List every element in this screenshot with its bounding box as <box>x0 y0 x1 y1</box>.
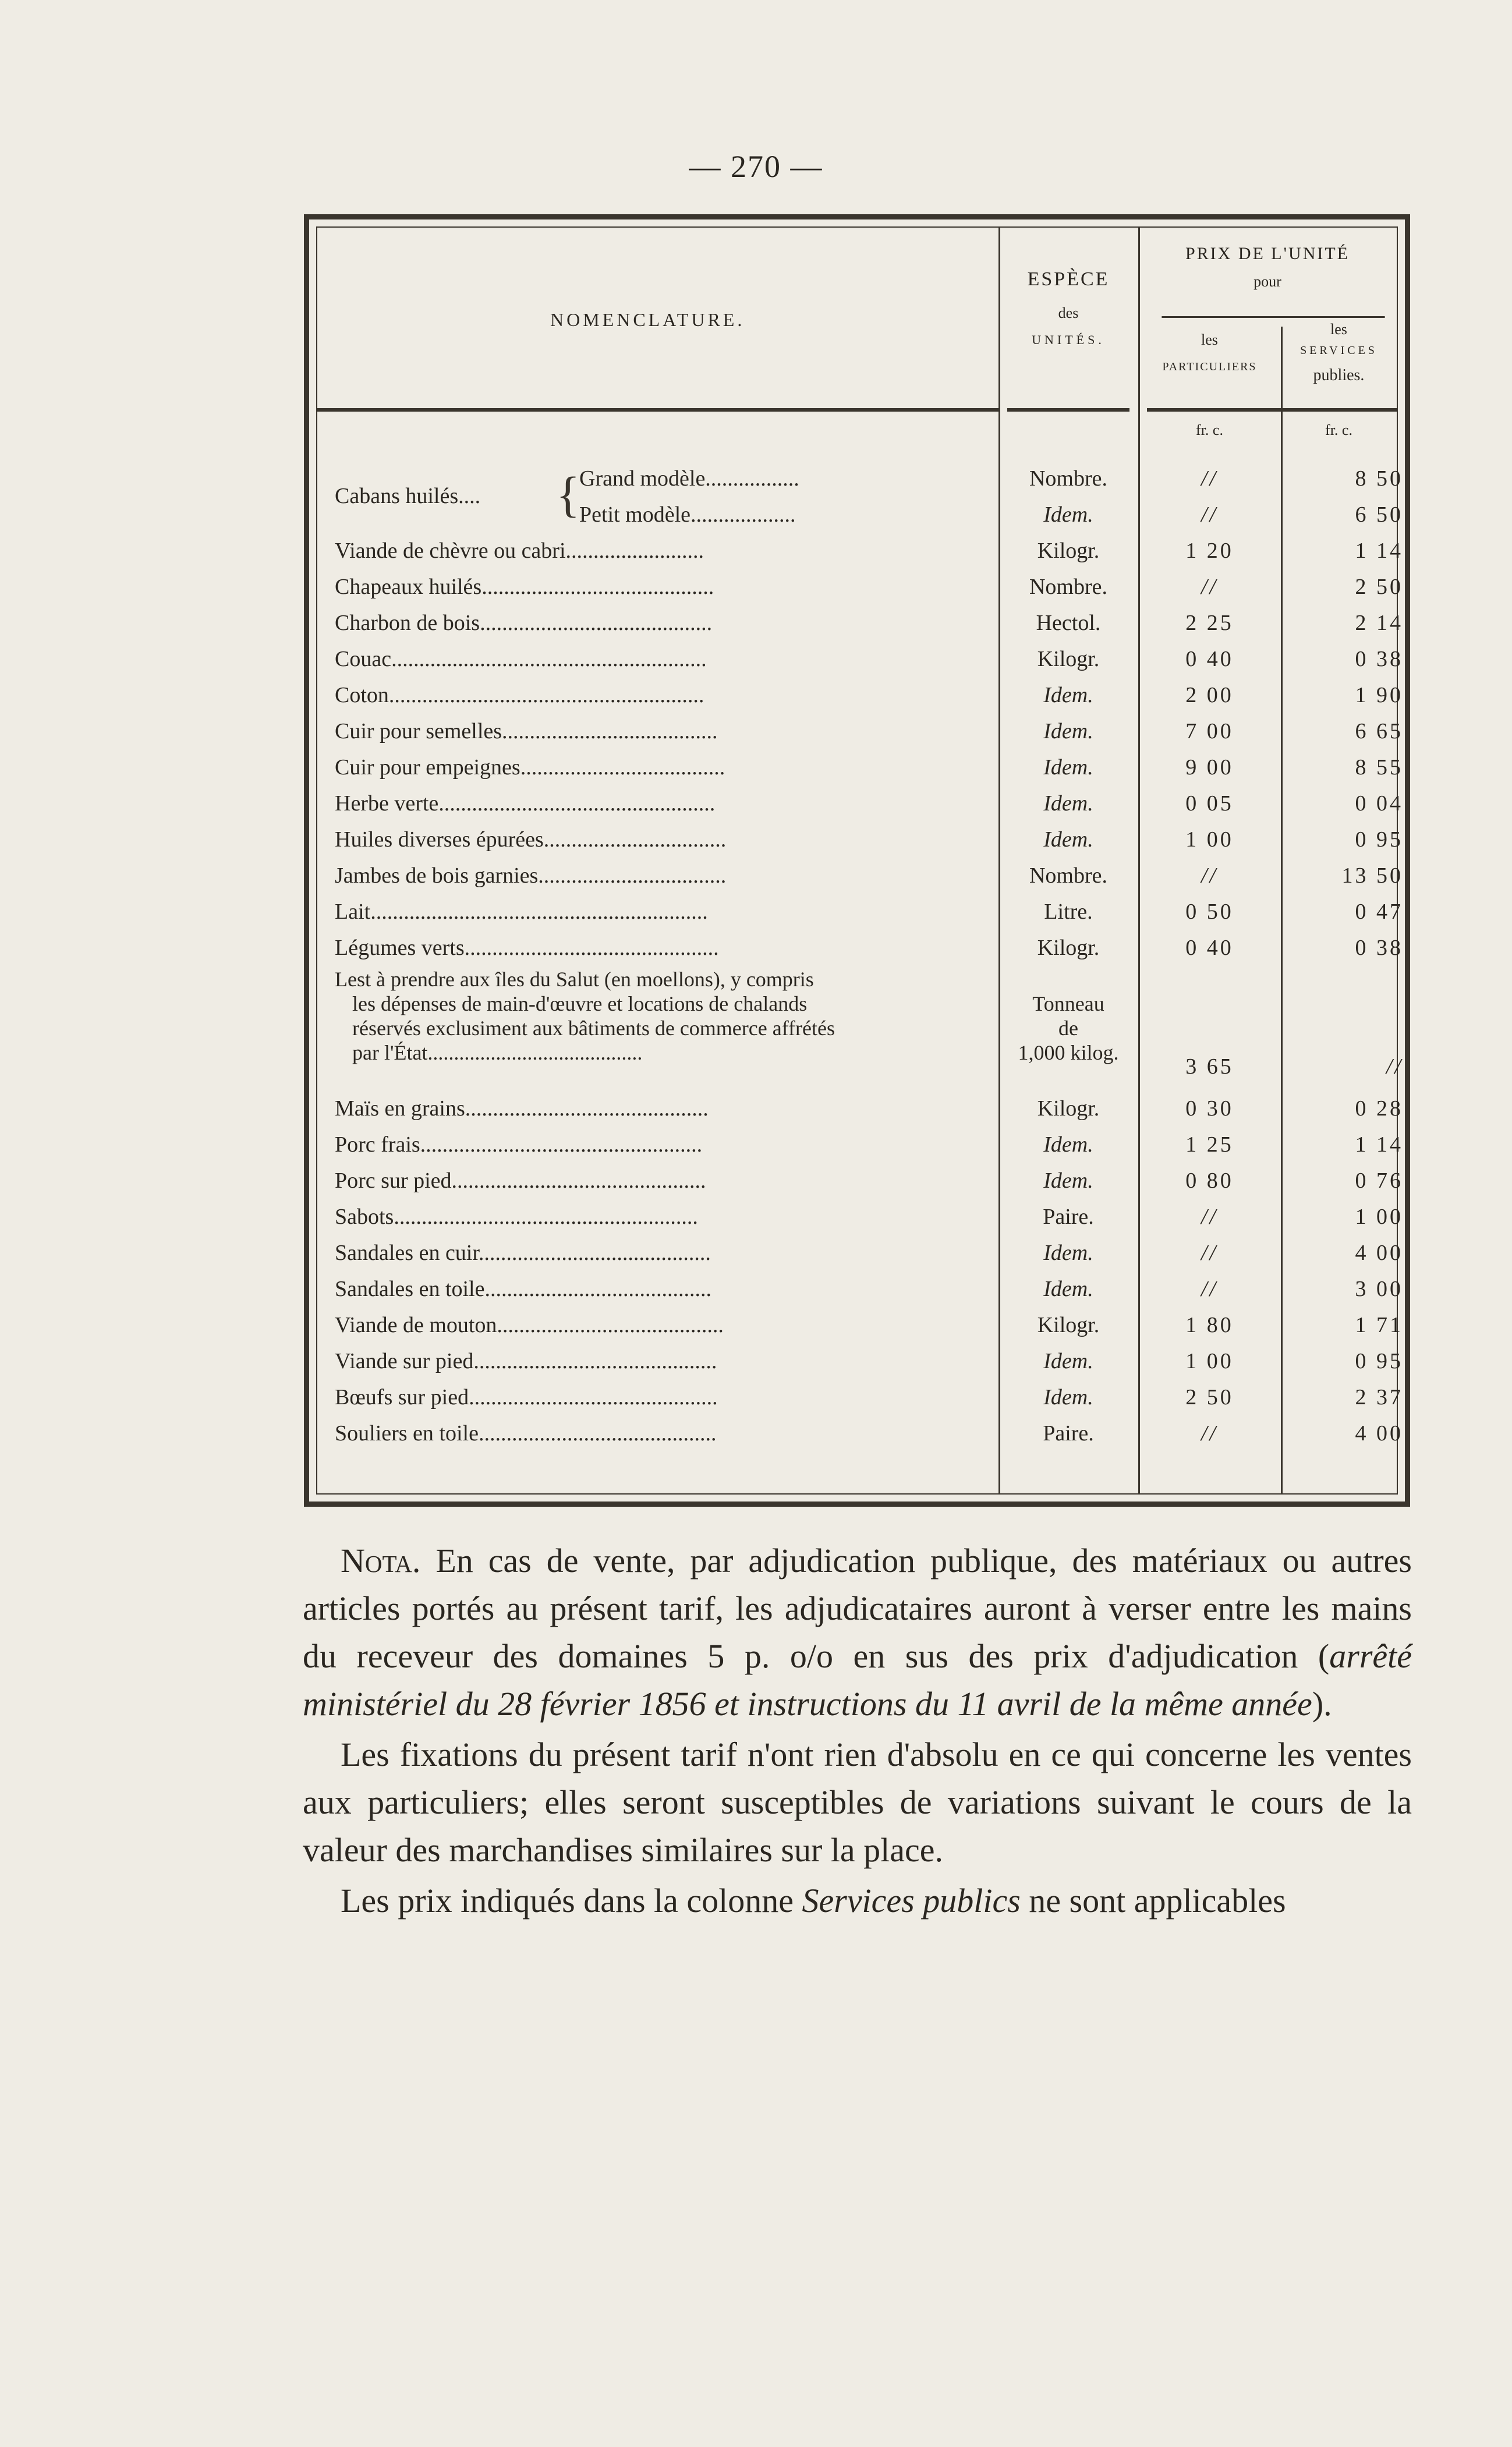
row-name: Petit modèle................... <box>579 502 796 527</box>
header-les-particuliers: les <box>1201 331 1218 348</box>
row-particuliers: // <box>1201 1421 1219 1446</box>
row-particuliers: // <box>1201 1277 1219 1301</box>
row-espece: Kilogr. <box>1037 1313 1100 1337</box>
row-name: Cuir pour semelles....................................... <box>335 719 718 743</box>
row-espece: Paire. <box>1043 1205 1094 1229</box>
row-espece: Idem. <box>1043 1349 1093 1373</box>
row-services: 0 76 <box>1355 1168 1403 1193</box>
row-services: // <box>1386 1054 1403 1079</box>
row-services: 6 50 <box>1355 502 1403 527</box>
row-name: Chapeaux huilés.......................................... <box>335 575 714 599</box>
page-number: — 270 — <box>689 149 823 184</box>
table-row <box>317 894 1403 930</box>
row-services: 4 00 <box>1355 1241 1403 1265</box>
row-services: 8 50 <box>1355 466 1403 491</box>
row-name: Lait............................................................. <box>335 900 708 924</box>
table-row <box>317 930 1403 966</box>
unit-label-particuliers: fr. c. <box>1196 422 1223 438</box>
lest-line-4: par l'État......................................... <box>352 1041 643 1064</box>
row-particuliers: 0 30 <box>1185 1096 1234 1121</box>
note-paragraph-1 <box>303 1537 1412 1728</box>
brace: { <box>556 466 580 522</box>
row-espece: Idem. <box>1043 791 1093 816</box>
lest-espece-2: de <box>1058 1017 1078 1040</box>
row-particuliers: 0 80 <box>1185 1168 1234 1193</box>
row-espece: Idem. <box>1043 1132 1093 1157</box>
row-particuliers: 1 20 <box>1185 539 1234 563</box>
row-particuliers: 2 00 <box>1185 683 1234 707</box>
lest-line-2: les dépenses de main-d'œuvre et locations de chalands <box>352 992 808 1015</box>
row-name: Porc frais................................................... <box>335 1132 703 1157</box>
row-particuliers: // <box>1201 863 1219 888</box>
table-row <box>317 1271 1403 1307</box>
row-name: Sandales en toile......................................... <box>335 1277 711 1301</box>
row-espece: Litre. <box>1044 900 1093 924</box>
row-services: 0 95 <box>1355 827 1403 852</box>
row-services: 0 28 <box>1355 1096 1403 1121</box>
row-services: 1 71 <box>1355 1313 1403 1337</box>
table-row <box>317 1343 1403 1379</box>
row-particuliers: 3 65 <box>1185 1054 1234 1079</box>
row-services: 1 14 <box>1355 539 1403 563</box>
row-services: 4 00 <box>1355 1421 1403 1446</box>
row-particuliers: // <box>1201 1241 1219 1265</box>
table-row <box>317 569 1403 605</box>
row-services: 0 95 <box>1355 1349 1403 1373</box>
row-services: 1 00 <box>1355 1205 1403 1229</box>
header-espece: ESPÈCE <box>1027 268 1110 290</box>
table-row-lest <box>317 967 1403 1089</box>
table-row <box>317 533 1403 569</box>
row-services: 0 47 <box>1355 900 1403 924</box>
row-espece: Idem. <box>1043 755 1093 780</box>
row-name <box>335 967 990 1065</box>
row-espece: Kilogr. <box>1037 936 1100 960</box>
row-name: Huiles diverses épurées................................. <box>335 827 727 852</box>
row-services: 6 65 <box>1355 719 1403 743</box>
table-row <box>317 785 1403 821</box>
header-publies: publies. <box>1313 366 1365 384</box>
table-row <box>317 1127 1403 1163</box>
row-name: Cuir pour empeignes..................................... <box>335 755 725 780</box>
header-les-services: les <box>1330 321 1347 338</box>
row-espece: Hectol. <box>1036 611 1101 635</box>
row-services: 1 90 <box>1355 683 1403 707</box>
row-espece: Paire. <box>1043 1421 1094 1446</box>
row-particuliers: // <box>1201 502 1219 527</box>
table-row <box>317 1199 1403 1235</box>
row-espece: Nombre. <box>1029 466 1108 491</box>
row-particuliers: 9 00 <box>1185 755 1234 780</box>
row-espece: Kilogr. <box>1037 1096 1100 1121</box>
row-name: Grand modèle................. <box>579 466 799 491</box>
tariff-table <box>304 214 1410 1507</box>
row-name: Viande sur pied............................................ <box>335 1349 717 1373</box>
header-particuliers: PARTICULIERS <box>1162 360 1257 373</box>
row-services: 3 00 <box>1355 1277 1403 1301</box>
row-espece: Idem. <box>1043 683 1093 707</box>
header-prix: PRIX DE L'UNITÉ <box>1185 244 1350 263</box>
table-row <box>317 749 1403 785</box>
table-row <box>317 821 1403 858</box>
table-row <box>317 1307 1403 1343</box>
table-row <box>317 1379 1403 1415</box>
row-name: Couac......................................................... <box>335 647 707 671</box>
table-row <box>317 1090 1403 1127</box>
row-particuliers: 7 00 <box>1185 719 1234 743</box>
row-espece <box>998 991 1138 1065</box>
row-name: Légumes verts.............................................. <box>335 936 719 960</box>
row-services: 0 04 <box>1355 791 1403 816</box>
row-particuliers: // <box>1201 1205 1219 1229</box>
lest-line-1: Lest à prendre aux îles du Salut (en moellons), y compris <box>335 968 814 991</box>
row-name: Bœufs sur pied............................................. <box>335 1385 718 1410</box>
row-particuliers: // <box>1201 575 1219 599</box>
row-services: 2 37 <box>1355 1385 1403 1410</box>
row-name: Viande de mouton......................................... <box>335 1313 724 1337</box>
table-row <box>317 1235 1403 1271</box>
row-name: Sabots....................................................... <box>335 1205 698 1229</box>
row-name: Porc sur pied.............................................. <box>335 1168 706 1193</box>
row-services: 1 14 <box>1355 1132 1403 1157</box>
row-espece: Nombre. <box>1029 575 1108 599</box>
note-paragraph-2: Les fixations du présent tarif n'ont rien d'absolu en ce qui concerne les ventes aux particuliers; elles seront susceptibles de variations suivant le cours de la valeur des marchandises similaires sur la place. <box>303 1736 1412 1869</box>
row-espece: Kilogr. <box>1037 539 1100 563</box>
header-rule <box>1147 408 1397 412</box>
header-unites: UNITÉS. <box>1032 332 1105 347</box>
row-services: 0 38 <box>1355 936 1403 960</box>
note-paragraph-3 <box>303 1877 1412 1925</box>
note-p3-c: ne sont applicables <box>1020 1882 1286 1920</box>
row-name: Souliers en toile........................................... <box>335 1421 717 1446</box>
row-espece: Idem. <box>1043 1385 1093 1410</box>
note-text-a: En cas de vente, par adjudication publique, des matériaux ou autres articles portés au présent tarif, les adjudicataires auront à verser entre les mains du receveur des domaines 5 p. o/o en sus des prix d'adjudication ( <box>303 1542 1412 1675</box>
row-services: 0 38 <box>1355 647 1403 671</box>
header-rule <box>1007 408 1129 412</box>
row-espece: Idem. <box>1043 502 1093 527</box>
header-des: des <box>1058 304 1079 321</box>
nota-label: Nota. <box>341 1542 421 1580</box>
header-rule <box>317 408 998 412</box>
note-p3-a: Les prix indiqués dans la colonne <box>341 1882 802 1920</box>
row-name: Maïs en grains............................................ <box>335 1096 709 1121</box>
header-services: SERVICES <box>1300 344 1378 357</box>
row-name: Coton......................................................... <box>335 683 704 707</box>
header-brace <box>1162 316 1385 318</box>
row-name: Jambes de bois garnies.................................. <box>335 863 727 888</box>
row-services: 8 55 <box>1355 755 1403 780</box>
row-name: Viande de chèvre ou cabri......................... <box>335 539 704 563</box>
table-row <box>317 641 1403 677</box>
row-particuliers: // <box>1201 466 1219 491</box>
table-row <box>317 1415 1403 1451</box>
note-p3-italic: Services publics <box>802 1882 1021 1920</box>
row-particuliers: 2 50 <box>1185 1385 1234 1410</box>
row-particuliers: 0 40 <box>1185 936 1234 960</box>
table-row <box>317 497 1403 533</box>
note-text-c: ). <box>1312 1685 1332 1723</box>
row-espece: Idem. <box>1043 719 1093 743</box>
table-row <box>317 677 1403 713</box>
row-particuliers: 1 25 <box>1185 1132 1234 1157</box>
lest-espece-1: Tonneau <box>1032 992 1104 1015</box>
lest-espece-3: 1,000 kilog. <box>1018 1041 1119 1064</box>
notes-section <box>303 1537 1412 1925</box>
row-espece: Idem. <box>1043 1241 1093 1265</box>
row-particuliers: 0 05 <box>1185 791 1234 816</box>
row-particuliers: 0 40 <box>1185 647 1234 671</box>
row-name: Sandales en cuir.......................................... <box>335 1241 711 1265</box>
table-row <box>317 713 1403 749</box>
table-inner <box>316 226 1403 1495</box>
unit-label-services: fr. c. <box>1325 422 1352 438</box>
row-espece: Idem. <box>1043 1168 1093 1193</box>
row-services: 13 50 <box>1341 863 1403 888</box>
table-row <box>317 858 1403 894</box>
row-name: Herbe verte.................................................. <box>335 791 716 816</box>
row-espece: Nombre. <box>1029 863 1108 888</box>
row-services: 2 14 <box>1355 611 1403 635</box>
row-particuliers: 1 00 <box>1185 827 1234 852</box>
lest-line-3: réservés exclusiment aux bâtiments de commerce affrétés <box>352 1017 835 1040</box>
header-pour: pour <box>1253 273 1281 290</box>
cabans-label: Cabans huilés.... <box>335 484 481 508</box>
row-espece: Idem. <box>1043 1277 1093 1301</box>
table-row <box>317 605 1403 641</box>
table-row <box>317 1163 1403 1199</box>
header-nomenclature: NOMENCLATURE. <box>550 309 745 330</box>
row-particuliers: 1 80 <box>1185 1313 1234 1337</box>
row-espece: Idem. <box>1043 827 1093 852</box>
row-services: 2 50 <box>1355 575 1403 599</box>
row-particuliers: 0 50 <box>1185 900 1234 924</box>
row-particuliers: 2 25 <box>1185 611 1234 635</box>
row-particuliers: 1 00 <box>1185 1349 1234 1373</box>
row-espece: Kilogr. <box>1037 647 1100 671</box>
row-name: Charbon de bois.......................................... <box>335 611 713 635</box>
note-text-citation: arrêté ministériel du 28 février 1856 et instructions du 11 avril de la même année <box>303 1637 1412 1723</box>
